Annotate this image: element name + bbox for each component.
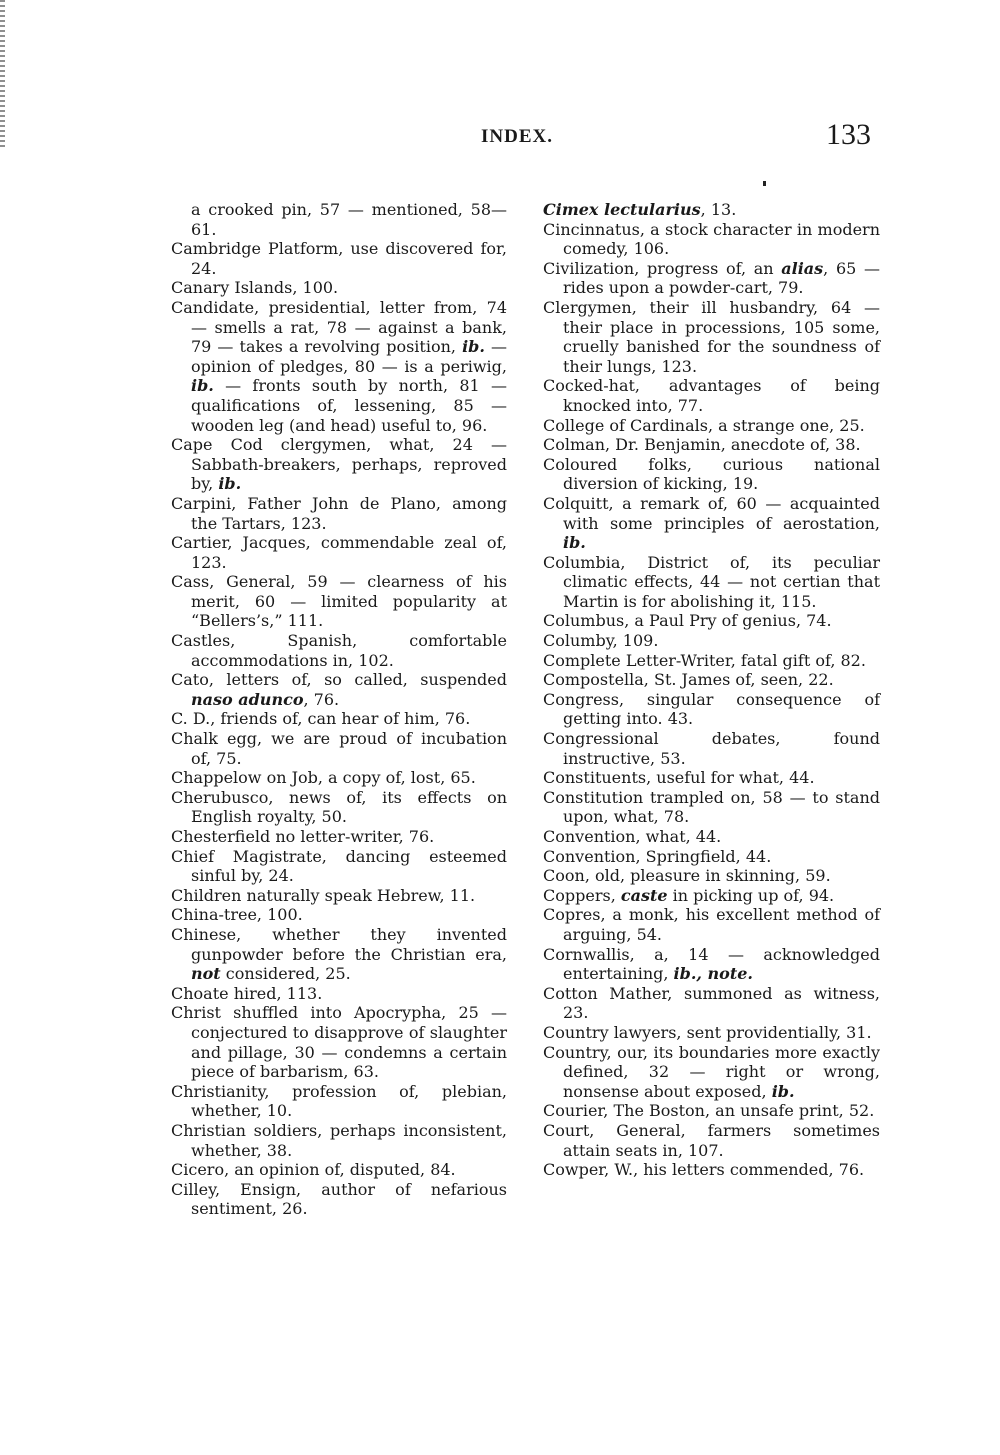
index-entry: Colman, Dr. Benjamin, anecdote of, 38. — [543, 435, 861, 455]
index-entry: Constituents, useful for what, 44. — [543, 768, 815, 788]
index-entry: Cincinnatus, a stock character in modern comedy, 106. — [543, 219, 880, 259]
index-entry: China-tree, 100. — [171, 905, 303, 925]
index-entry: Convention, what, 44. — [543, 827, 722, 846]
index-entry: Coppers, caste in picking up of, 94. — [543, 885, 835, 905]
index-entry: Courier, The Boston, an unsafe print, 52. — [543, 1101, 875, 1121]
index-entry: Columbia, District of, its peculiar climatic effects, 44 — not certian that Martin is for abolishing it, 115. — [543, 552, 880, 611]
index-entry: Cherubusco, news of, its effects on English royalty, 50. — [171, 787, 507, 827]
index-entry: Christ shuffled into Apocrypha, 25 — conjectured to disapprove of slaughter and pillage, 30 — condemns a certain piece of barbarism, 63. — [171, 1003, 507, 1082]
index-entry: Cato, letters of, so called, suspended naso adunco, 76. — [171, 670, 507, 709]
index-entry: Constitution trampled on, 58 — to stand upon, what, 78. — [543, 787, 880, 827]
index-entry: Cartier, Jacques, commendable zeal of, 123. — [171, 533, 507, 572]
index-entry: Congress, singular consequence of getting into. 43. — [543, 689, 880, 729]
index-entry: Candidate, presidential, letter from, 74 — smells a rat, 78 — against a bank, 79 — takes a revolving position, ib. — opinion of pledges, 80 — is a periwig, ib. — fronts south by north, 81 — qualifications of, lessening, 85 — wooden leg (and head) useful to, 96. — [171, 297, 507, 435]
index-entry: Carpini, Father John de Plano, among the Tartars, 123. — [171, 493, 507, 533]
index-entry: Cocked-hat, advantages of being knocked into, 77. — [543, 376, 880, 415]
index-entry: Chief Magistrate, dancing esteemed sinful by, 24. — [171, 846, 507, 886]
index-entry: Chalk egg, we are proud of incubation of, 75. — [171, 729, 507, 768]
index-entry: Cilley, Ensign, author of nefarious sentiment, 26. — [171, 1179, 507, 1219]
index-entry: Cicero, an opinion of, disputed, 84. — [171, 1160, 456, 1180]
index-entry: Coon, old, pleasure in skinning, 59. — [543, 866, 831, 886]
index-entry: Colquitt, a remark of, 60 — acquainted with some principles of aerostation, ib. — [543, 493, 880, 553]
index-entry: Columby, 109. — [543, 631, 659, 651]
index-entry: Coloured folks, curious national diversion of kicking, 19. — [543, 454, 880, 494]
index-entry: Copres, a monk, his excellent method of arguing, 54. — [543, 905, 880, 944]
index-column-right — [543, 200, 880, 1180]
index-entry: Clergymen, their ill husbandry, 64 — their place in processions, 105 some, cruelly banished for the soundness of their lungs, 123. — [543, 297, 880, 376]
index-entry: C. D., friends of, can hear of him, 76. — [171, 709, 471, 729]
index-entry: Cowper, W., his letters commended, 76. — [543, 1160, 865, 1180]
index-entry: Chappelow on Job, a copy of, lost, 65. — [171, 768, 476, 788]
index-entry: Children naturally speak Hebrew, 11. — [171, 885, 476, 905]
index-entry: Chinese, whether they invented gunpowder before the Christian era, not considered, 25. — [171, 924, 507, 984]
index-entry: College of Cardinals, a strange one, 25. — [543, 415, 865, 435]
index-entry: Cass, General, 59 — clearness of his merit, 60 — limited popularity at “Bellers’s,” 111. — [171, 572, 507, 631]
page-header — [0, 118, 1000, 158]
index-entry: a crooked pin, 57 — mentioned, 58—61. — [191, 200, 507, 239]
index-entry: Compostella, St. James of, seen, 22. — [543, 670, 834, 690]
index-entry: Civilization, progress of, an alias, 65 — rides upon a powder-cart, 79. — [543, 258, 880, 298]
index-entry: Canary Islands, 100. — [171, 278, 339, 298]
index-entry: Chesterfield no letter-writer, 76. — [171, 827, 435, 846]
index-entry: Columbus, a Paul Pry of genius, 74. — [543, 611, 832, 631]
index-entry: Cambridge Platform, use discovered for, 24. — [171, 239, 507, 278]
index-entry: Christian soldiers, perhaps inconsistent, whether, 38. — [171, 1120, 507, 1160]
index-entry: Country, our, its boundaries more exactly defined, 32 — right or wrong, nonsense about exposed, ib. — [543, 1042, 880, 1101]
index-entry: Convention, Springfield, 44. — [543, 846, 772, 866]
index-entry: Cape Cod clergymen, what, 24 — Sabbath-breakers, perhaps, reproved by, ib. — [171, 435, 507, 494]
index-entry: Cimex lectularius, 13. — [543, 200, 737, 219]
index-column-left — [171, 200, 507, 1219]
index-entry: Cornwallis, a, 14 — acknowledged entertaining, ib., note. — [543, 944, 880, 984]
index-entry: Choate hired, 113. — [171, 983, 323, 1003]
index-entry: Country lawyers, sent providentially, 31. — [543, 1022, 872, 1042]
page-number: 133 — [826, 118, 871, 151]
running-head: INDEX. — [481, 126, 553, 147]
index-entry: Castles, Spanish, comfortable accommodations in, 102. — [171, 631, 507, 670]
index-entry: Christianity, profession of, plebian, whether, 10. — [171, 1081, 507, 1121]
stray-mark — [763, 181, 766, 186]
index-entry: Congressional debates, found instructive, 53. — [543, 729, 880, 768]
index-entry: Complete Letter-Writer, fatal gift of, 82. — [543, 650, 866, 670]
index-entry: Cotton Mather, summoned as witness, 23. — [543, 983, 880, 1023]
index-entry: Court, General, farmers sometimes attain seats in, 107. — [543, 1120, 880, 1160]
